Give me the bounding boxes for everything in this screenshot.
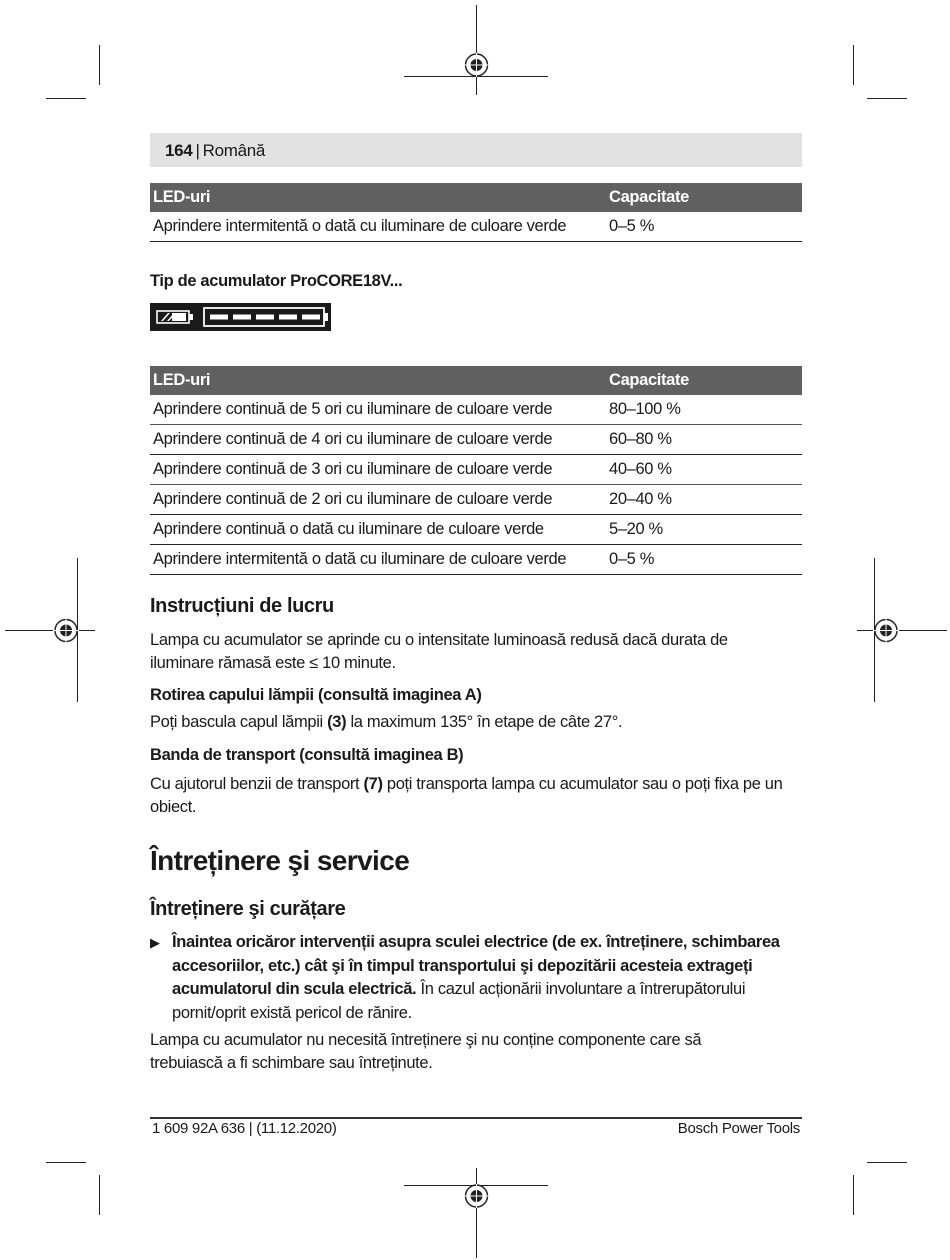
led-state-cell: Aprindere intermitentă o dată cu iluminare de culoare verde bbox=[150, 212, 606, 242]
crop-mark bbox=[99, 1175, 100, 1215]
crop-mark bbox=[853, 1175, 854, 1215]
safety-warning-text: În cazul acționării involuntare a întrerupătorului pornit/oprit există pericol de rănire. bbox=[172, 980, 746, 1022]
strap-text-after: poți transporta lampa cu acumulator sau o poți fixa pe un obiect. bbox=[150, 775, 783, 816]
column-header-capacity: Capacitate bbox=[606, 366, 802, 395]
crop-mark bbox=[853, 45, 854, 85]
table-row bbox=[150, 485, 802, 515]
section-title-maintenance: Întreținere şi service bbox=[150, 845, 410, 876]
table-header-row bbox=[150, 366, 802, 395]
capacity-cell: 80–100 % bbox=[606, 395, 802, 425]
page-header bbox=[150, 133, 802, 167]
subsection-title-cleaning: Întreținere şi curățare bbox=[150, 898, 346, 920]
registration-mark-left bbox=[5, 558, 95, 704]
safety-warning bbox=[150, 931, 810, 1025]
page-language: Română bbox=[202, 141, 266, 160]
led-state-cell: Aprindere continuă de 4 ori cu iluminare de culoare verde bbox=[150, 425, 606, 455]
led-state-cell: Aprindere intermitentă o dată cu iluminare de culoare verde bbox=[150, 545, 606, 575]
column-header-capacity: Capacitate bbox=[606, 183, 802, 212]
crop-mark bbox=[99, 45, 100, 85]
capacity-cell: 20–40 % bbox=[606, 485, 802, 515]
page-number: 164 bbox=[165, 141, 193, 160]
table-row bbox=[150, 425, 802, 455]
crop-mark bbox=[867, 1162, 907, 1163]
battery-type-title: Tip de acumulator ProCORE18V... bbox=[150, 272, 403, 290]
table-row bbox=[150, 455, 802, 485]
rotation-text-after: la maximum 135° în etape de câte 27°. bbox=[346, 713, 623, 731]
registration-mark-bottom bbox=[404, 1168, 550, 1258]
column-header-leds: LED-uri bbox=[150, 366, 606, 395]
subsection-title-strap: Banda de transport (consultă imaginea B) bbox=[150, 746, 464, 764]
section-title-work-instructions: Instrucțiuni de lucru bbox=[150, 595, 334, 617]
rotation-ref: (3) bbox=[327, 713, 347, 731]
led-capacity-table-1 bbox=[150, 183, 802, 242]
footer-rule bbox=[150, 1117, 802, 1119]
capacity-cell: 60–80 % bbox=[606, 425, 802, 455]
capacity-cell: 5–20 % bbox=[606, 515, 802, 545]
led-state-cell: Aprindere continuă de 5 ori cu iluminare de culoare verde bbox=[150, 395, 606, 425]
rotation-text-before: Poți bascula capul lămpii bbox=[150, 713, 328, 731]
led-state-cell: Aprindere continuă o dată cu iluminare de culoare verde bbox=[150, 515, 606, 545]
led-state-cell: Aprindere continuă de 3 ori cu iluminare de culoare verde bbox=[150, 455, 606, 485]
crop-mark bbox=[46, 1162, 86, 1163]
work-instructions-intro: Lampa cu acumulator se aprinde cu o intensitate luminoasă redusă dacă durata de iluminare rămasă este ≤ 10 minute. bbox=[150, 631, 728, 672]
table-row bbox=[150, 545, 802, 575]
led-capacity-table-2 bbox=[150, 366, 802, 575]
maintenance-closing-text: Lampa cu acumulator nu necesită întreținere şi nu conține componente care să trebuiască a fi schimbare sau întreținute. bbox=[150, 1031, 702, 1072]
registration-mark-right bbox=[857, 558, 947, 704]
strap-text bbox=[150, 773, 810, 819]
registration-mark-top bbox=[404, 5, 550, 95]
led-state-cell: Aprindere continuă de 2 ori cu iluminare de culoare verde bbox=[150, 485, 606, 515]
capacity-cell: 0–5 % bbox=[606, 545, 802, 575]
capacity-cell: 40–60 % bbox=[606, 455, 802, 485]
strap-text-before: Cu ajutorul benzii de transport bbox=[150, 775, 364, 793]
table-row bbox=[150, 515, 802, 545]
table-row bbox=[150, 212, 802, 242]
battery-indicator-icon bbox=[150, 303, 331, 331]
bullet-arrow-icon: ▶ bbox=[150, 935, 160, 950]
footer-brand: Bosch Power Tools bbox=[677, 1120, 800, 1137]
rotation-text bbox=[150, 711, 810, 734]
table-row bbox=[150, 395, 802, 425]
safety-warning-bold: Înaintea oricăror intervenții asupra sculei electrice (de ex. întreținere, schimbarea accesoriilor, etc.) cât şi în timpul transportului şi depozitării acesteia extrageți acumulatorul din scula electrică. bbox=[172, 933, 780, 998]
column-header-leds: LED-uri bbox=[150, 183, 606, 212]
crop-mark bbox=[46, 98, 86, 99]
crop-mark bbox=[867, 98, 907, 99]
table-header-row bbox=[150, 183, 802, 212]
footer-document-id: 1 609 92A 636 | (11.12.2020) bbox=[152, 1120, 337, 1137]
header-separator: | bbox=[195, 141, 200, 160]
subsection-title-rotation: Rotirea capului lămpii (consultă imaginea A) bbox=[150, 686, 482, 704]
capacity-cell: 0–5 % bbox=[606, 212, 802, 242]
strap-ref: (7) bbox=[363, 775, 383, 793]
